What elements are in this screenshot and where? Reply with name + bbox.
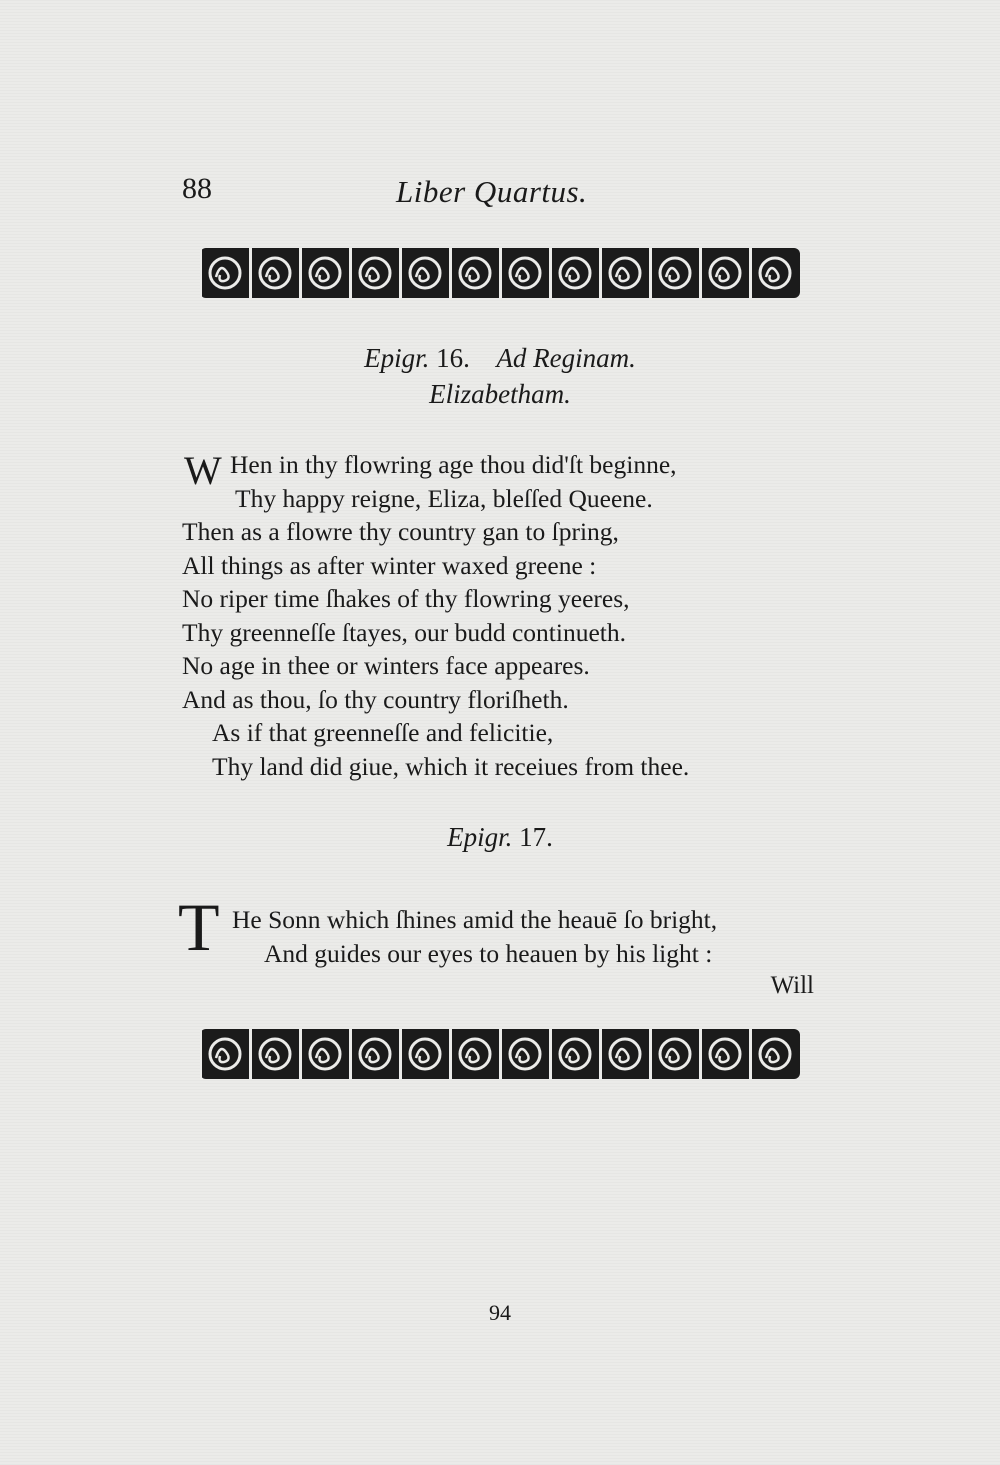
epigram-16-label: Epigr. (364, 343, 430, 373)
poem-line: As if that greenneſſe and felicitie, (212, 718, 554, 747)
poem-line: Hen in thy flowring age thou did'ſt beginne, (230, 450, 677, 479)
ornament-band-bottom-icon (200, 1025, 800, 1087)
poem-line: Then as a flowre thy country gan to ſpring, (182, 517, 619, 546)
poem-line: And as thou, ſo thy country floriſheth. (182, 684, 569, 714)
ornament-band-top-icon (200, 240, 800, 302)
running-head (180, 168, 820, 218)
poem-line: And guides our eyes to heauen by his light : (264, 938, 713, 968)
epigram-17-number: 17. (519, 822, 553, 852)
epigram-16-number: 16. (436, 343, 470, 373)
book-title: Liber Quartus. (396, 174, 588, 209)
poem-line: Thy land did giue, which it receiues from thee. (212, 751, 690, 781)
epigram-17-heading (180, 822, 820, 853)
page-number-top: 88 (182, 172, 212, 205)
epigram-17-dropcap: T (178, 889, 220, 965)
epigram-16-title-line2: Elizabetham. (429, 379, 571, 409)
epigram-17-label: Epigr. (447, 822, 513, 852)
poem-line: No age in thee or winters face appeares. (182, 651, 590, 680)
poem-line: All things as after winter waxed greene : (182, 550, 597, 580)
poem-line: He Sonn which ſhines amid the heauē ſo bright, (232, 905, 718, 934)
epigram-17-poem (182, 903, 822, 970)
poem-line: Thy happy reigne, Eliza, bleſſed Queene. (235, 483, 653, 513)
folio-number: 94 (489, 1300, 511, 1325)
epigram-16-title-line1: Ad Reginam. (496, 343, 636, 373)
epigram-16-dropcap: W (184, 448, 222, 493)
epigram-16-heading (180, 340, 820, 412)
epigram-16-poem (182, 448, 822, 783)
poem-line: No riper time ſhakes of thy flowring yeeres, (182, 584, 630, 613)
poem-line: Thy greenneſſe ſtayes, our budd continueth. (182, 617, 626, 647)
catchword: Will (770, 972, 814, 999)
